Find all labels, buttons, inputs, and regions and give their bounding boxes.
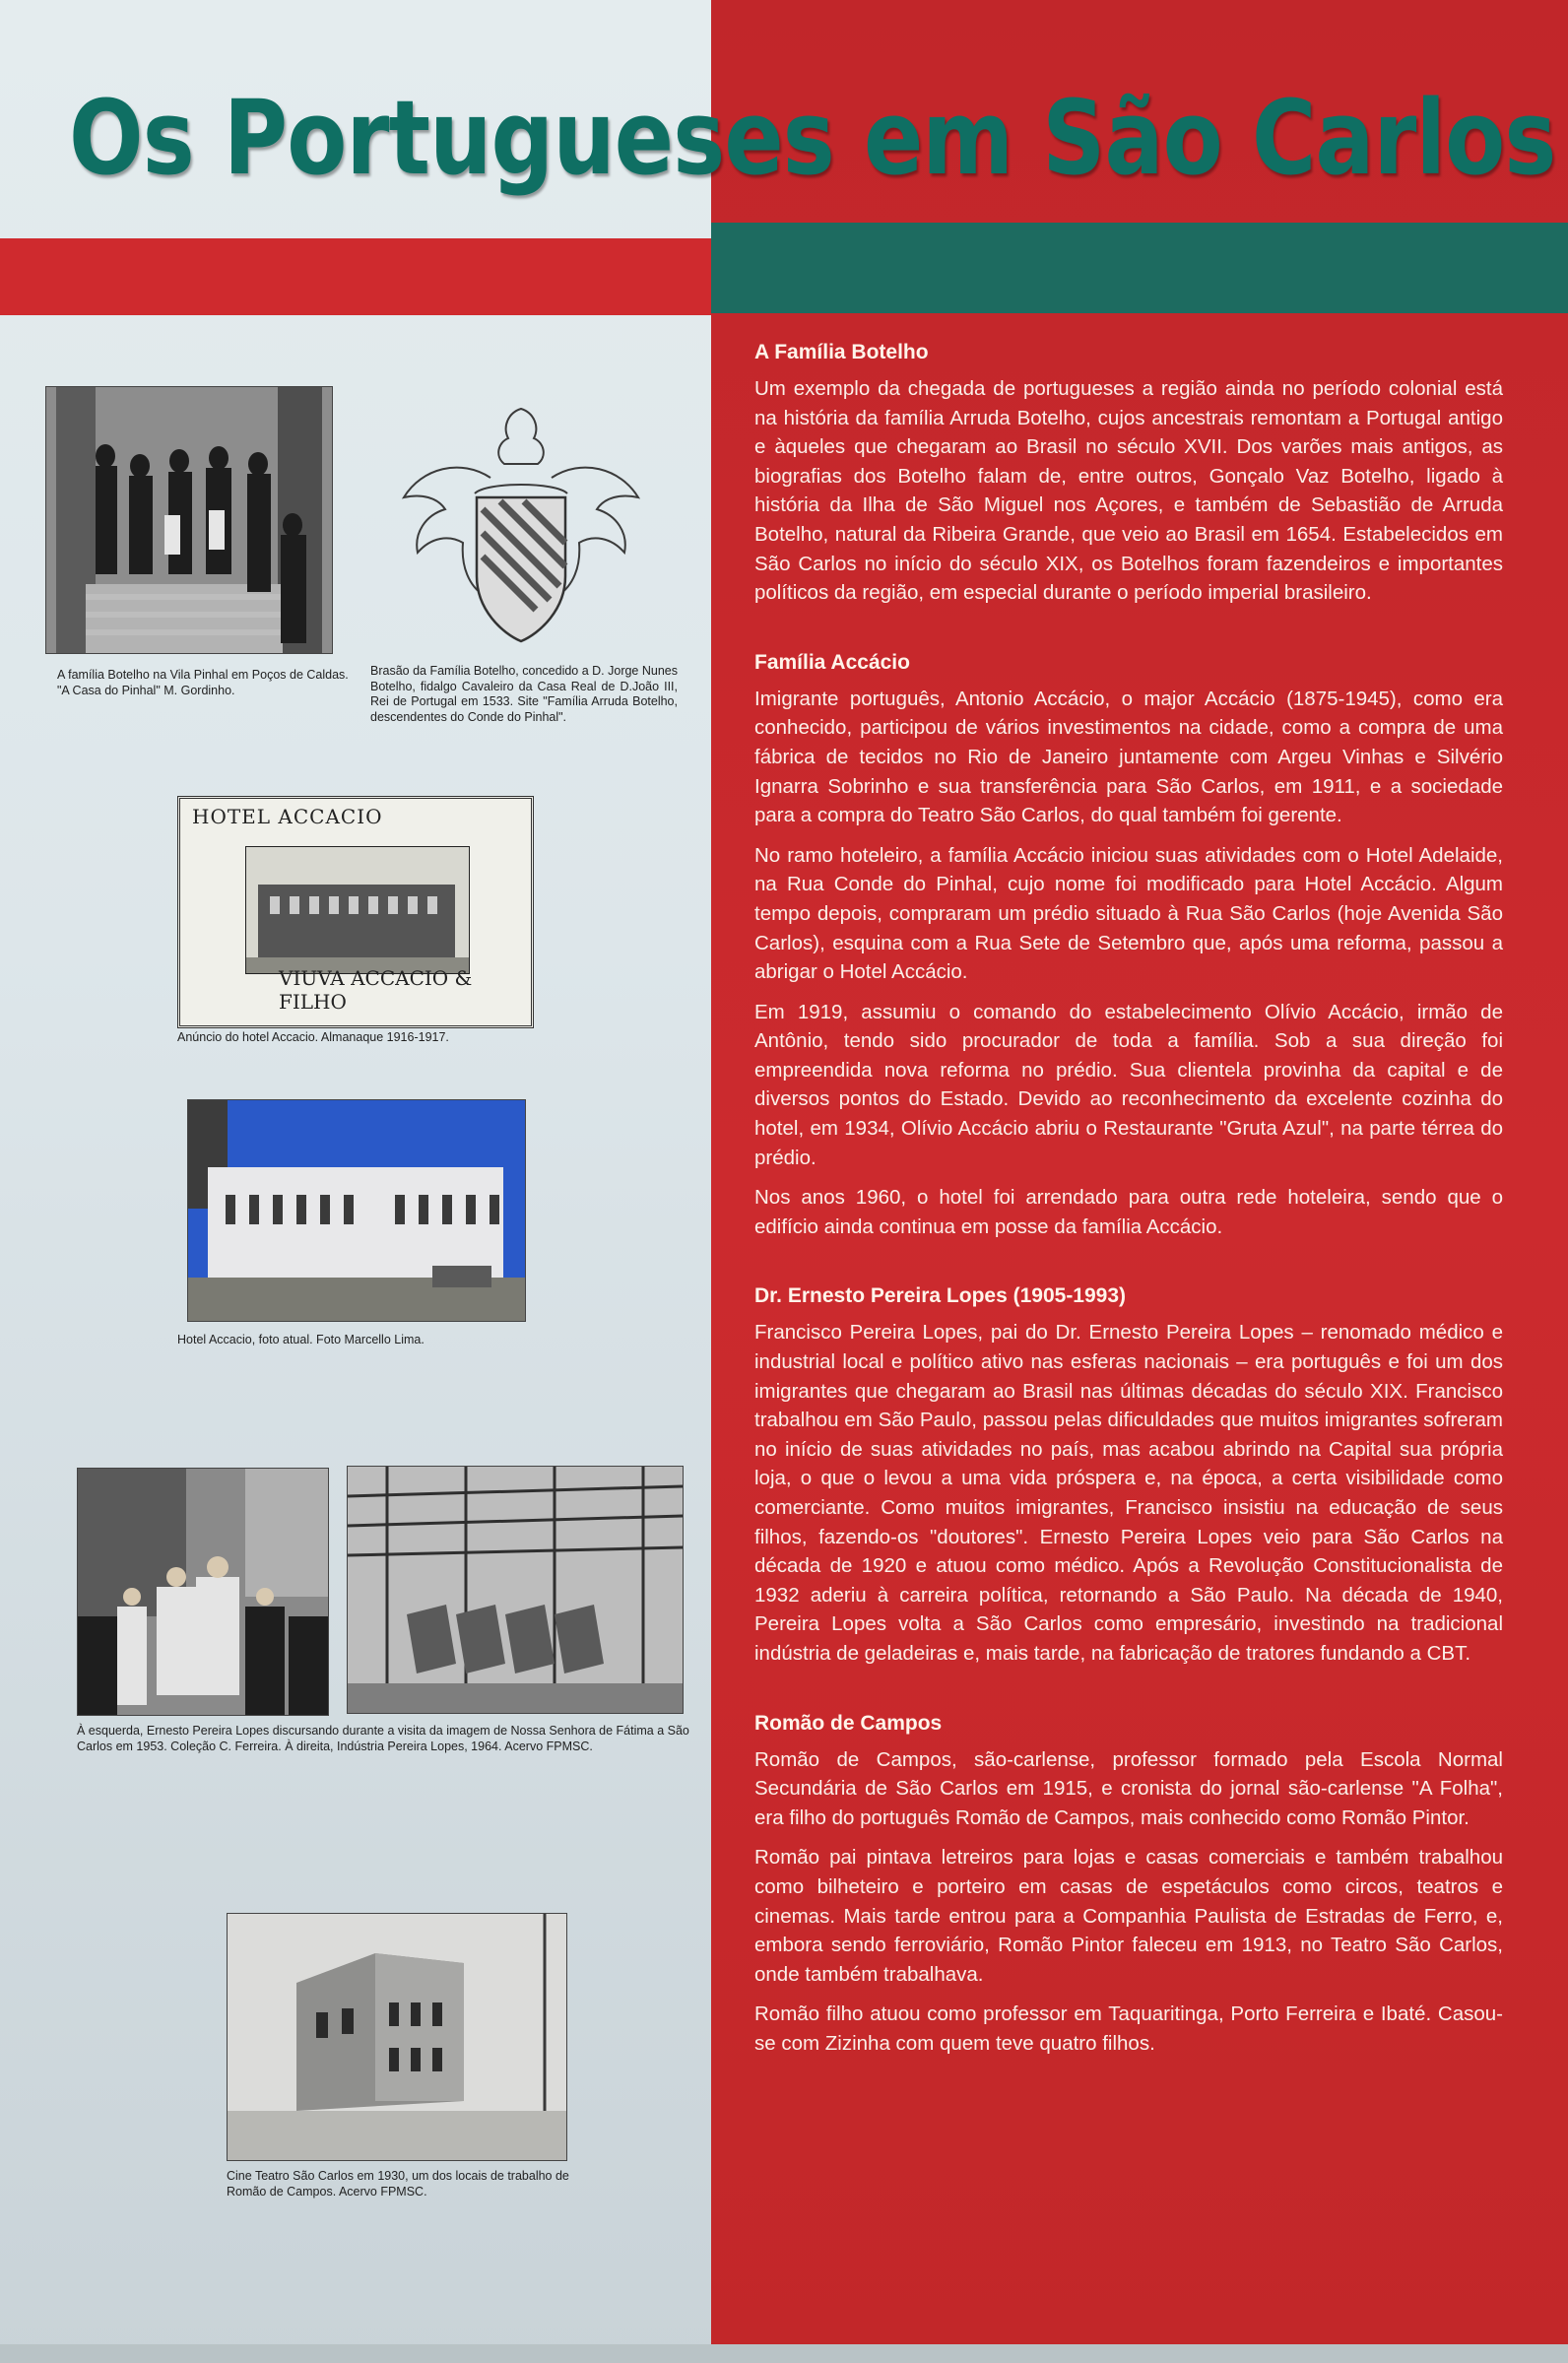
coat-of-arms-caption: Brasão da Família Botelho, concedido a D. Jorge Nunes Botelho, fidalgo Cavaleiro da Casa Real de D.João III, Rei de Portugal em 1533. Site "Família Arruda Botelho, descendentes do Conde do Pinhal". — [370, 664, 678, 724]
section-paragraph: Romão filho atuou como professor em Taquaritinga, Porto Ferreira e Ibaté. Casou-se com Zizinha com quem teve quatro filhos. — [754, 2002, 1503, 2055]
section-heading: Família Accácio — [754, 650, 910, 674]
crowd-photo-icon — [77, 1468, 329, 1716]
vintage-advertisement-icon — [177, 796, 534, 1028]
section-paragraph: Francisco Pereira Lopes, pai do Dr. Ernesto Pereira Lopes – renomado médico e industrial local e político ativo nas esferas nacionais – era português e foi um dos imigrantes que chegaram ao Brasil nas últimas décadas do século XIX. Francisco trabalhou em São Paulo, passou pelas dificuldades que muitos imigrantes sofreram no início de suas atividades no país, mas acabou abrindo na Capital sua própria loja, o que o levou a uma vida próspera e, na época, a certa visibilidade como comerciante. Como muitos imigrantes, Francisco insistiu na educação de seus filhos, fazendo-os "doutores". Ernesto Pereira Lopes veio para São Carlos na década de 1920 e atuou como médico. Após a Revolução Constitucionalista de 1932 aderiu à carreira política, retornando a São Paulo. Na década de 1940, Pereira Lopes volta a São Carlos como empresário, investindo na tradicional indústria de geladeiras e, mais tarde, na fabricação de tratores fundando a CBT. — [754, 1321, 1503, 1665]
section-paragraph: Imigrante português, Antonio Accácio, o major Accácio (1875-1945), como era conhecido, participou de vários investimentos na cidade, como a compra de uma fábrica de tecidos no Rio de Janeiro juntamente com Argeu Vinhas e Silvério Ignarra Sobrinho e sua transferência para São Carlos, em 1911, e a sociedade para a compra do Teatro São Carlos, do qual também foi gerente. — [754, 687, 1503, 827]
section-paragraph: Romão de Campos, são-carlense, professor formado pela Escola Normal Secundária de São Carlos em 1915, e cronista do jornal são-carlense "A Folha", era filho do português Romão de Campos, mais conhecido como Romão Pintor. — [754, 1747, 1503, 1829]
section-paragraph: Romão pai pintava letreiros para lojas e casas comerciais e também trabalhou como bilheteiro e porteiro em casas de espetáculos como circos, teatros e cinemas. Mais tarde entrou para a Companhia Paulista de Estradas de Ferro, e, embora sendo ferroviário, Romão Pintor faleceu em 1913, no Teatro São Carlos, onde também trabalhava. — [754, 1846, 1503, 1986]
section-paragraph: Um exemplo da chegada de portugueses a região ainda no período colonial está na história da família Arruda Botelho, cujos ancestrais remontam a Portugal antigo e àqueles que chegaram ao Brasil no século XVII. Dos varões mais antigos, as biografias dos Botelho falam de, entre outros, Gonçalo Vaz Botelho, ligado à história da Ilha de São Miguel nos Açores, e também de Sebastião de Arruda Botelho, natural da Ribeira Grande, que veio ao Brasil em 1654. Estabelecidos em São Carlos no início do século XIX, os Botelhos foram fazendeiros e importantes políticos da região, em especial durante o período imperial brasileiro. — [754, 377, 1503, 605]
title-block — [69, 69, 1556, 207]
page-title: Os Portugueses em São Carlos — [69, 78, 1556, 198]
ad-header-text: HOTEL ACCACIO — [192, 805, 383, 828]
hotel-ad-caption: Anúncio do hotel Accacio. Almanaque 1916-1917. — [177, 1030, 449, 1044]
factory-photo-icon — [347, 1466, 684, 1714]
ceremony-factory-caption: À esquerda, Ernesto Pereira Lopes discursando durante a visita da imagem de Nossa Senhora de Fátima a São Carlos em 1953. Coleção C. Ferreira. À direita, Indústria Pereira Lopes, 1964. Acervo FPMSC. — [77, 1724, 689, 1753]
section-familia-botelho — [754, 341, 1503, 608]
section-heading: Dr. Ernesto Pereira Lopes (1905-1993) — [754, 1284, 1127, 1308]
section-paragraph: No ramo hoteleiro, a família Accácio iniciou suas atividades com o Hotel Adelaide, na Rua Conde do Pinhal, cujo nome foi modificado para Hotel Accácio. Algum tempo depois, compraram um prédio situado à Rua São Carlos (hoje Avenida São Carlos), esquina com a Rua Sete de Setembro que, após uma reforma, passou a abrigar o Hotel Accácio. — [754, 843, 1503, 984]
section-romao-de-campos — [754, 1712, 1503, 2059]
hotel-now-caption: Hotel Accacio, foto atual. Foto Marcello Lima. — [177, 1333, 425, 1346]
family-photo-caption: A família Botelho na Vila Pinhal em Poços de Caldas. "A Casa do Pinhal" M. Gordinho. — [57, 668, 349, 697]
green-band — [711, 223, 1568, 313]
section-heading: A Família Botelho — [754, 341, 929, 363]
floor-strip — [0, 2344, 1568, 2363]
building-photo-icon — [187, 1099, 526, 1322]
section-paragraph: Nos anos 1960, o hotel foi arrendado para outra rede hoteleira, sendo que o edifício ainda continua em posse da família Accácio. — [754, 1186, 1503, 1238]
section-heading: Romão de Campos — [754, 1711, 943, 1735]
text-column — [754, 341, 1503, 2102]
ad-building-illustration — [245, 846, 470, 974]
section-familia-accacio — [754, 651, 1503, 1242]
red-band — [0, 238, 711, 315]
heraldic-crest-icon — [392, 399, 650, 655]
theatre-caption: Cine Teatro São Carlos em 1930, um dos locais de trabalho de Romão de Campos. Acervo FPMSC. — [227, 2169, 569, 2199]
theatre-photo-icon — [227, 1913, 567, 2161]
ad-footer-text: VIUVA ACCACIO & FILHO — [279, 966, 473, 1014]
section-ernesto-pereira-lopes — [754, 1284, 1503, 1668]
family-group-photo-icon — [45, 386, 333, 654]
section-paragraph: Em 1919, assumiu o comando do estabelecimento Olívio Accácio, irmão de Antônio, tendo sido procurador de toda a família. Sob a sua direção foi empreendida nova reforma no prédio. Sua clientela provinha da capital e de diversos pontos do Estado. Devido ao reconhecimento da excelente cozinha do hotel, em 1934, Olívio Accácio abriu o Restaurante "Gruta Azul", na parte térrea do prédio. — [754, 1000, 1503, 1169]
